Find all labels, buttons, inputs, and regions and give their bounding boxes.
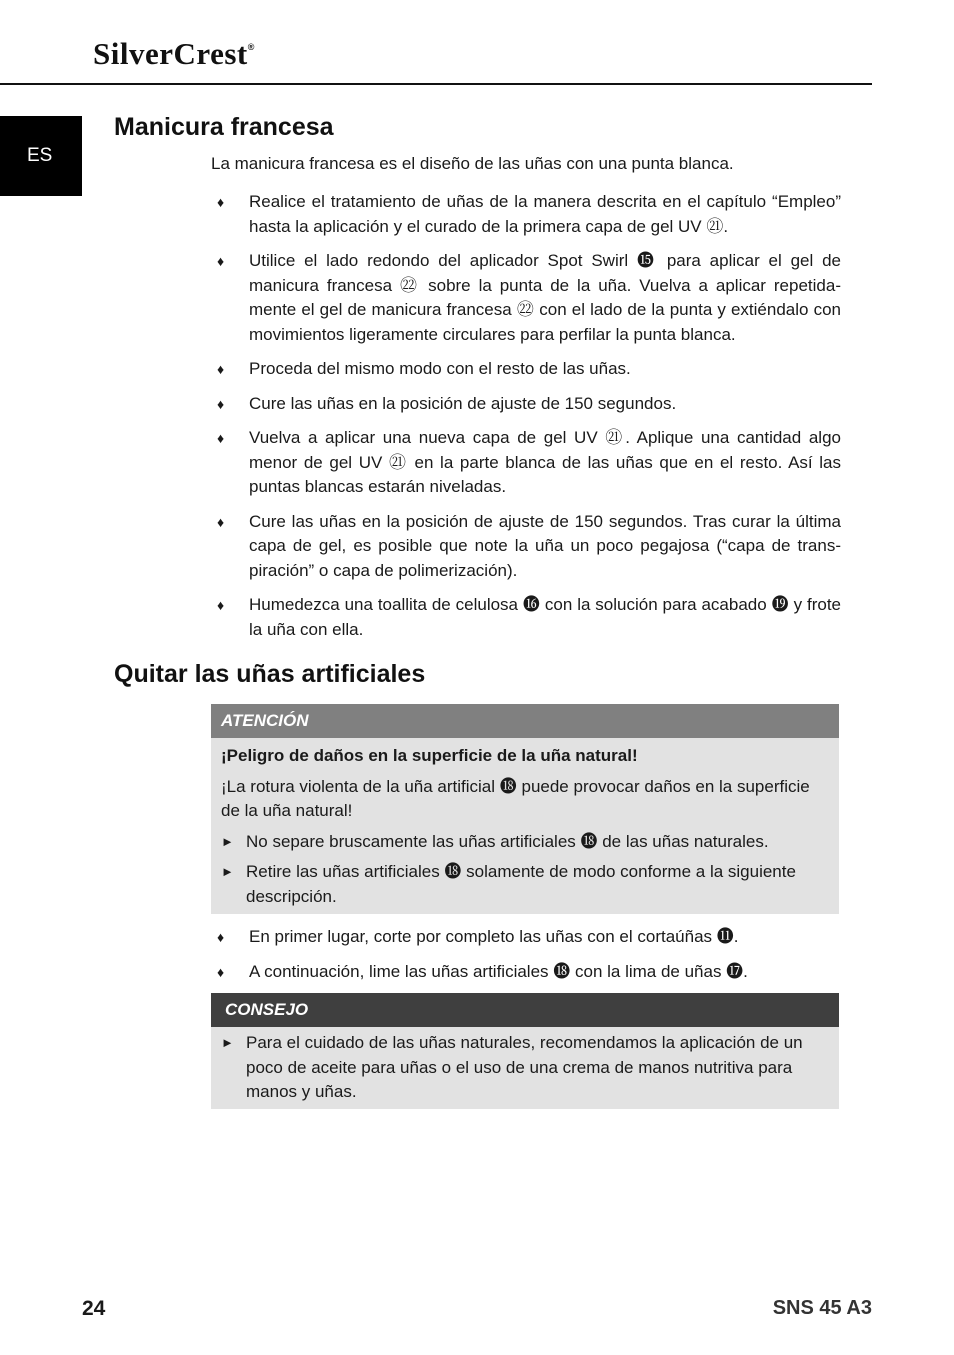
brand-logo: SilverCrest®	[93, 36, 255, 71]
diamond-icon: ♦	[217, 929, 225, 945]
arrow-right-icon: ►	[221, 1035, 234, 1050]
diamond-icon: ♦	[217, 430, 225, 446]
list-item: ♦ Proceda del mismo modo con el resto de las uñas.	[211, 357, 841, 382]
model-number: SNS 45 A3	[772, 1297, 872, 1319]
tip-box	[211, 993, 839, 1109]
list-item: ♦ A continuación, lime las uñas artificiales ⓲ con la lima de uñas ⓱.	[211, 960, 841, 985]
list-item: ► Retire las uñas artificiales ⓲ solamente de modo conforme a la siguiente descripción.	[221, 862, 796, 906]
section-title-manicura: Manicura francesa	[114, 113, 334, 141]
list-item: ♦ En primer lugar, corte por completo las uñas con el cortaúñas ⓫.	[211, 925, 841, 950]
diamond-icon: ♦	[217, 253, 225, 269]
header-divider	[0, 83, 872, 85]
diamond-icon: ♦	[217, 395, 225, 412]
list-item: ♦ Vuelva a aplicar una nueva capa de gel UV ㉑. Aplique una cantidad algo menor de gel UV ㉑ en la parte blanca de las uñas que en el resto. Así las puntas blancas estarán niveladas.	[217, 428, 841, 496]
quitar-steps	[211, 925, 841, 984]
diamond-icon: ♦	[217, 194, 225, 210]
list-item: ♦ Cure las uñas en la posición de ajuste de 150 segundos.	[211, 392, 841, 417]
attention-heading: ¡Peligro de daños en la superficie de la uña natural!	[221, 746, 638, 765]
list-item: ♦ Realice el tratamiento de uñas de la manera descrita en el capítulo “Empleo” hasta la aplicación y el curado de la primera capa de gel UV ㉑.	[217, 192, 841, 236]
arrow-right-icon: ►	[221, 833, 234, 849]
attention-text: ¡La rotura violenta de la uña artificial ⓲ puede provocar daños en la superficie de la uña natural!	[221, 776, 810, 820]
page-number: 24	[82, 1297, 106, 1320]
arrow-right-icon: ►	[221, 864, 234, 879]
section-title-quitar: Quitar las uñas artificiales	[114, 660, 426, 688]
list-item: ♦ Humedezca una toallita de celulosa ⓰ con la solución para acabado ⓳ y frote la uña con ella.	[217, 595, 841, 639]
language-tab: ES	[0, 116, 82, 196]
attention-box	[211, 704, 839, 914]
intro-text: La manicura francesa es el diseño de las uñas con una punta blanca.	[211, 154, 734, 173]
tip-label: CONSEJO	[211, 993, 839, 1027]
attention-label: ATENCIÓN	[211, 704, 839, 738]
manicura-steps	[211, 190, 841, 642]
diamond-icon: ♦	[217, 597, 225, 613]
diamond-icon: ♦	[217, 361, 225, 377]
list-item: ► No separe bruscamente las uñas artificiales ⓲ de las uñas naturales.	[221, 830, 821, 855]
diamond-icon: ♦	[217, 963, 225, 980]
list-item: ► Para el cuidado de las uñas naturales, recomendamos la aplicación de un poco de aceite para uñas o el uso de una crema de manos nutritiva para manos y uñas.	[221, 1033, 803, 1101]
list-item: ♦ Utilice el lado redondo del aplicador Spot Swirl ⓯ para aplicar el gel de manicura francesa ㉒ sobre la punta de la uña. Vuelva a aplicar repetida-mente el gel de manicura francesa ㉒ con el lado de la punta y extiéndalo con movimientos ligeramente circulares para perfilar la punta blanca.	[217, 251, 841, 344]
list-item: ♦ Cure las uñas en la posición de ajuste de 150 segundos. Tras curar la última capa de gel, es posible que note la uña un poco pegajosa (“capa de trans-piración” o capa de polimerización).	[217, 511, 841, 580]
diamond-icon: ♦	[217, 513, 225, 530]
